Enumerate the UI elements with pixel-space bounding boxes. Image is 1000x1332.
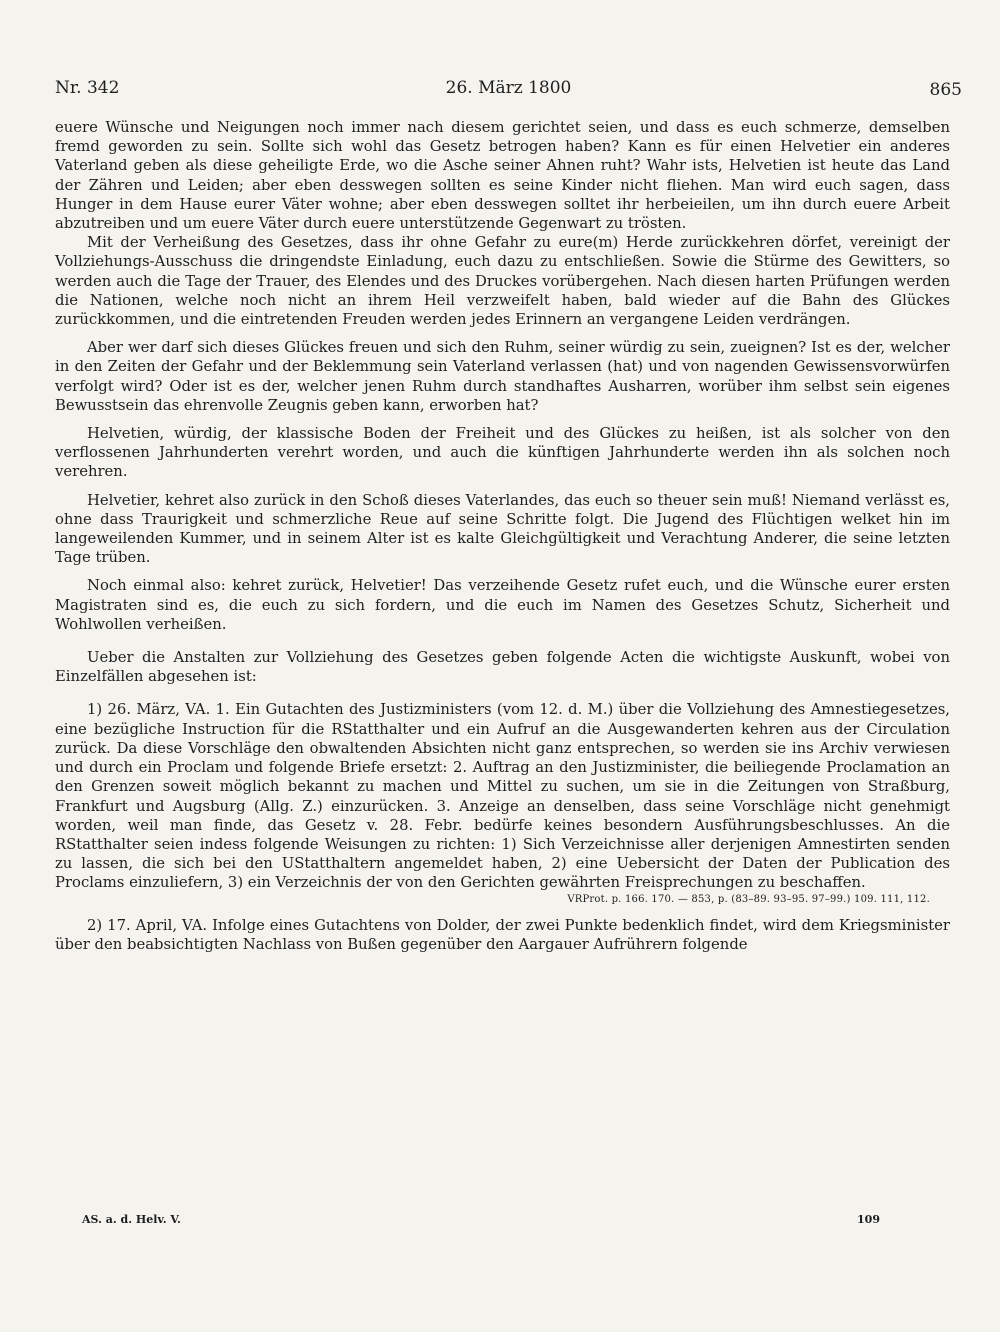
paragraph-3: Aber wer darf sich dieses Glückes freuen und sich den Ruhm, seiner würdig zu sein, zueignen? Ist es der, welcher in den Zeiten der Gefahr und der Beklemmung sein Vaterland verlassen (hat) und von nagenden Gewissensvorwürfen verfolgt wird? Oder ist es der, welcher jenen Ruhm durch standhaftes Ausharren, worüber ihm selbst sein eigenes Bewusstsein das ehrenvolle Zeugnis geben kann, erworben hat? bbox=[55, 339, 950, 414]
page-body bbox=[55, 118, 950, 954]
paragraph-5: Helvetier, kehret also zurück in den Schoß dieses Vaterlandes, das euch so theuer sein muß! Niemand verlässt es, ohne dass Traurigkeit und schmerzliche Reue auf seine Schritte folgt. Die Jugend des Flüchtigen welket hin im langeweilenden Kummer, und in seinem Alter ist es kalte Gleichgültigkeit und Verachtung Anderer, die seine letzten Tage trüben. bbox=[55, 491, 950, 567]
footer-source: AS. a. d. Helv. V. bbox=[82, 1213, 181, 1226]
page-number: 865 bbox=[929, 80, 962, 100]
paragraph-4: Helvetien, würdig, der klassische Boden der Freiheit und des Glückes zu heißen, ist als solcher von den verflossenen Jahrhunderten verehrt worden, und auch die künftigen Jahrhunderte werden ihn als solchen noch verehren. bbox=[55, 425, 950, 481]
paragraph-2: Mit der Verheißung des Gesetzes, dass ihr ohne Gefahr zu eure(m) Herde zurückkehren dörfet, vereinigt der Vollziehungs-Ausschuss die dringendste Einladung, euch dazu zu entschließen. Sowie die Stürme des Gewitters, so werden auch die Tage der Trauer, des Elendes und des Druckes vorübergehen. Nach diesen harten Prüfungen werden die Nationen, welche noch nicht an ihrem Heil verzweifelt haben, bald wieder auf die Bahn des Glückes zurückkommen, und die eintretenden Freuden werden jedes Erinnern an vergangene Leiden verdrängen. bbox=[55, 234, 950, 329]
page-header bbox=[55, 78, 962, 104]
citation: VRProt. p. 166. 170. — 853, p. (83–89. 93–95. 97–99.) 109. 111, 112. bbox=[567, 893, 930, 905]
paragraph-9: 2) 17. April, VA. Infolge eines Gutachtens von Dolder, der zwei Punkte bedenklich findet, wird dem Kriegsminister über den beabsichtigten Nachlass von Bußen gegenüber den Aargauer Aufrührern folgende bbox=[55, 916, 950, 953]
paragraph-6: Noch einmal also: kehret zurück, Helvetier! Das verzeihende Gesetz rufet euch, und die Wünsche eurer ersten Magistraten sind es, die euch zu sich fordern, und die euch im Namen des Gesetzes Schutz, Sicherheit und Wohlwollen verheißen. bbox=[55, 577, 950, 633]
paragraph-1: euere Wünsche und Neigungen noch immer nach diesem gerichtet seien, und dass es euch schmerze, demselben fremd geworden zu sein. Sollte sich wohl das Gesetz betrogen haben? Kann es für einen Helvetier ein anderes Vaterland geben als diese geheiligte Erde, wo die Asche seiner Ahnen ruht? Wahr ists, Helvetien ist heute das Land der Zähren und Leiden; aber eben desswegen sollten es seine Kinder nicht fliehen. Man wird euch sagen, dass Hunger in dem Hause eurer Väter wohne; aber eben desswegen solltet ihr herbeieilen, um ihn durch euere Arbeit abzutreiben und um euere Väter durch euere unterstützende Gegenwart zu trösten. bbox=[55, 119, 950, 233]
footer-sheet-number: 109 bbox=[857, 1213, 880, 1226]
document-number: Nr. 342 bbox=[55, 78, 120, 98]
paragraph-7: Ueber die Anstalten zur Vollziehung des Gesetzes geben folgende Acten die wichtigste Auskunft, wobei von Einzelfällen abgesehen ist: bbox=[55, 649, 950, 686]
paragraph-8: 1) 26. März, VA. 1. Ein Gutachten des Justizministers (vom 12. d. M.) über die Vollziehung des Amnestiegesetzes, eine bezügliche Instruction für die RStatthalter und ein Aufruf an die Ausgewanderten kehren aus der Circulation zurück. Da diese Vorschläge den obwaltenden Absichten nicht ganz entsprechen, so werden sie ins Archiv verwiesen und durch ein Proclam und folgende Briefe ersetzt: 2. Auftrag an den Justizminister, die beiliegende Proclamation an den Grenzen soweit möglich bekannt zu machen und Mittel zu suchen, um sie in die Zeitungen von Straßburg, Frankfurt und Augsburg (Allg. Z.) einzurücken. 3. Anzeige an denselben, dass seine Vorschläge nicht genehmigt worden, weil man finde, das Gesetz v. 28. Febr. bedürfe keines besondern Ausführungsbeschlusses. An die RStatthalter seien indess folgende Weisungen zu richten: 1) Sich Verzeichnisse aller derjenigen Amnestirten senden zu lassen, die sich bei den UStatthaltern angemeldet haben, 2) eine Uebersicht der Daten der Publication des Proclams einzuliefern, 3) ein Verzeichnis der von den Gerichten gewährten Freisprechungen zu beschaffen. bbox=[55, 701, 950, 892]
document-date: 26. März 1800 bbox=[445, 78, 572, 98]
